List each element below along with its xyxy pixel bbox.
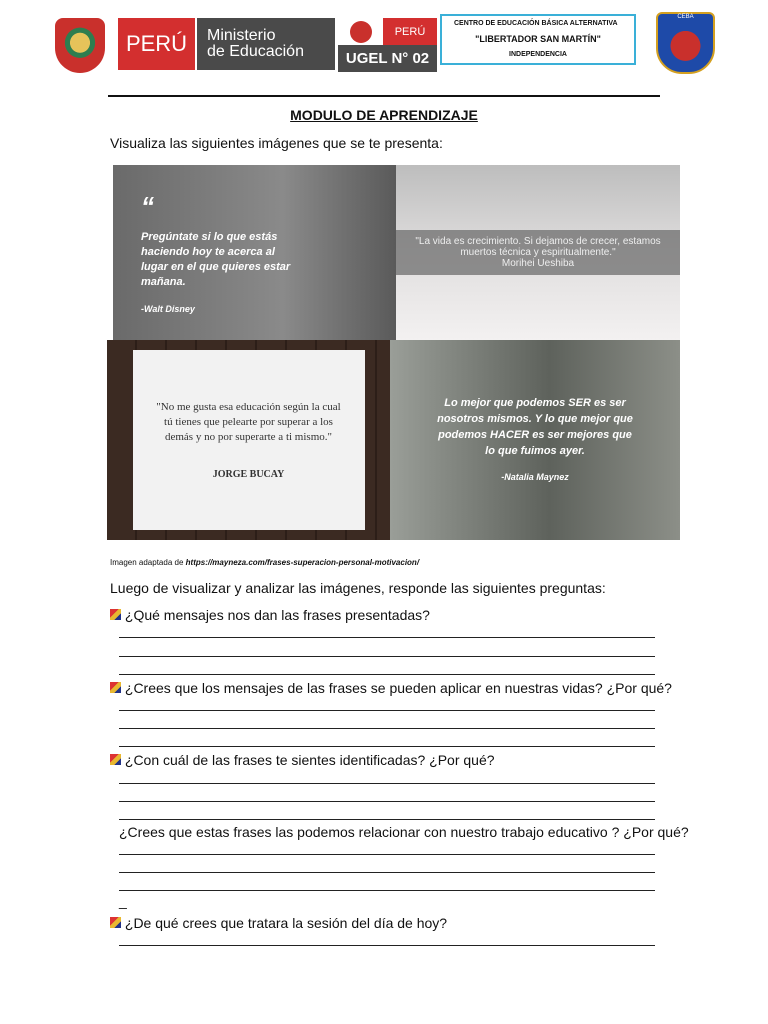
answer-line[interactable] bbox=[119, 783, 655, 784]
question-3 bbox=[110, 752, 495, 768]
ministerio-banner bbox=[197, 18, 335, 70]
answer-line[interactable] bbox=[119, 890, 655, 891]
answer-line[interactable] bbox=[119, 728, 655, 729]
school-place: INDEPENDENCIA bbox=[509, 51, 567, 58]
question-4: ¿Crees que estas frases las podemos relacionar con nuestro trabajo educativo ? ¿Por qué? bbox=[119, 824, 689, 840]
quote-author: JORGE BUCAY bbox=[212, 469, 285, 480]
bullet-arrow-icon bbox=[110, 917, 121, 928]
caption-prefix: Imagen adaptada de bbox=[110, 558, 184, 567]
answer-line[interactable] bbox=[119, 656, 655, 657]
peru-coat-of-arms-logo bbox=[55, 18, 105, 73]
answer-line[interactable] bbox=[119, 637, 655, 638]
bullet-arrow-icon bbox=[110, 754, 121, 765]
quote-text: "No me gusta esa educación según la cual tú tienes que pelearte por superar a los demás y no por superarte a ti mismo." bbox=[156, 401, 341, 443]
ugel-top bbox=[338, 18, 437, 45]
logo-text: CEBA bbox=[677, 14, 694, 20]
ugel-peru: PERÚ bbox=[383, 18, 437, 45]
quote-image-ueshiba bbox=[396, 165, 680, 340]
question-text: ¿Crees que los mensajes de las frases se pueden aplicar en nuestras vidas? ¿Por qué? bbox=[124, 680, 672, 696]
quote-text: Pregúntate si lo que estás haciendo hoy te acerca al lugar en el que quieres estar mañana. bbox=[141, 231, 291, 288]
ministerio-line1: Ministerio bbox=[207, 27, 276, 44]
school-type: CENTRO DE EDUCACIÓN BÁSICA ALTERNATIVA bbox=[454, 20, 618, 27]
answer-line[interactable] bbox=[119, 746, 655, 747]
question-text: ¿De qué crees que tratara la sesión del día de hoy? bbox=[124, 915, 448, 931]
answer-line[interactable] bbox=[119, 945, 655, 946]
answer-line[interactable] bbox=[119, 674, 655, 675]
answer-line[interactable] bbox=[119, 819, 655, 820]
quote-image-maynez bbox=[390, 340, 680, 540]
quote-image-disney: “ Pregúntate si lo que estás haciendo hoy te acerca al lugar en el que quieres estar mañana. -Walt Disney bbox=[113, 165, 396, 340]
question-1 bbox=[110, 607, 430, 623]
image-caption bbox=[110, 558, 419, 567]
answer-line[interactable] bbox=[119, 854, 655, 855]
ceba-logo bbox=[656, 12, 715, 74]
quote-author: -Natalia Maynez bbox=[501, 472, 569, 482]
quote-image-bucay bbox=[107, 340, 390, 540]
header-divider bbox=[108, 95, 660, 97]
question-text: ¿Con cuál de las frases te sientes identificadas? ¿Por qué? bbox=[124, 752, 495, 768]
bullet-arrow-icon bbox=[110, 609, 121, 620]
quote-text: Lo mejor que podemos SER es ser nosotros mismos. Y lo que mejor que podemos HACER es ser mejores que lo que fuimos ayer. bbox=[437, 397, 633, 457]
school-name: "LIBERTADOR SAN MARTÍN" bbox=[475, 34, 601, 44]
peru-banner: PERÚ bbox=[118, 18, 195, 70]
answer-line[interactable] bbox=[119, 710, 655, 711]
intro-text: Visualiza las siguientes imágenes que se te presenta: bbox=[110, 135, 443, 151]
answer-line[interactable] bbox=[119, 872, 655, 873]
quote-author: Morihei Ueshiba bbox=[501, 258, 575, 269]
ugel-label: UGEL N° 02 bbox=[338, 45, 437, 72]
school-box bbox=[440, 14, 636, 65]
question-text: ¿Qué mensajes nos dan las frases presentadas? bbox=[124, 607, 430, 623]
question-5 bbox=[110, 915, 447, 931]
stray-underscore: _ bbox=[119, 893, 127, 909]
caption-link[interactable]: https://mayneza.com/frases-superacion-personal-motivacion/ bbox=[185, 558, 420, 567]
bullet-arrow-icon bbox=[110, 682, 121, 693]
question-2 bbox=[110, 680, 672, 696]
page-title: MODULO DE APRENDIZAJE bbox=[290, 107, 478, 123]
quote-author: -Walt Disney bbox=[141, 304, 195, 314]
answer-line[interactable] bbox=[119, 801, 655, 802]
mini-shield-icon bbox=[338, 18, 383, 45]
quote-text: "La vida es crecimiento. Si dejamos de crecer, estamos muertos técnica y espiritualmente." bbox=[415, 236, 661, 258]
instructions-text: Luego de visualizar y analizar las imágenes, responde las siguientes preguntas: bbox=[110, 580, 606, 596]
ministerio-line2: de Educación bbox=[207, 43, 304, 60]
